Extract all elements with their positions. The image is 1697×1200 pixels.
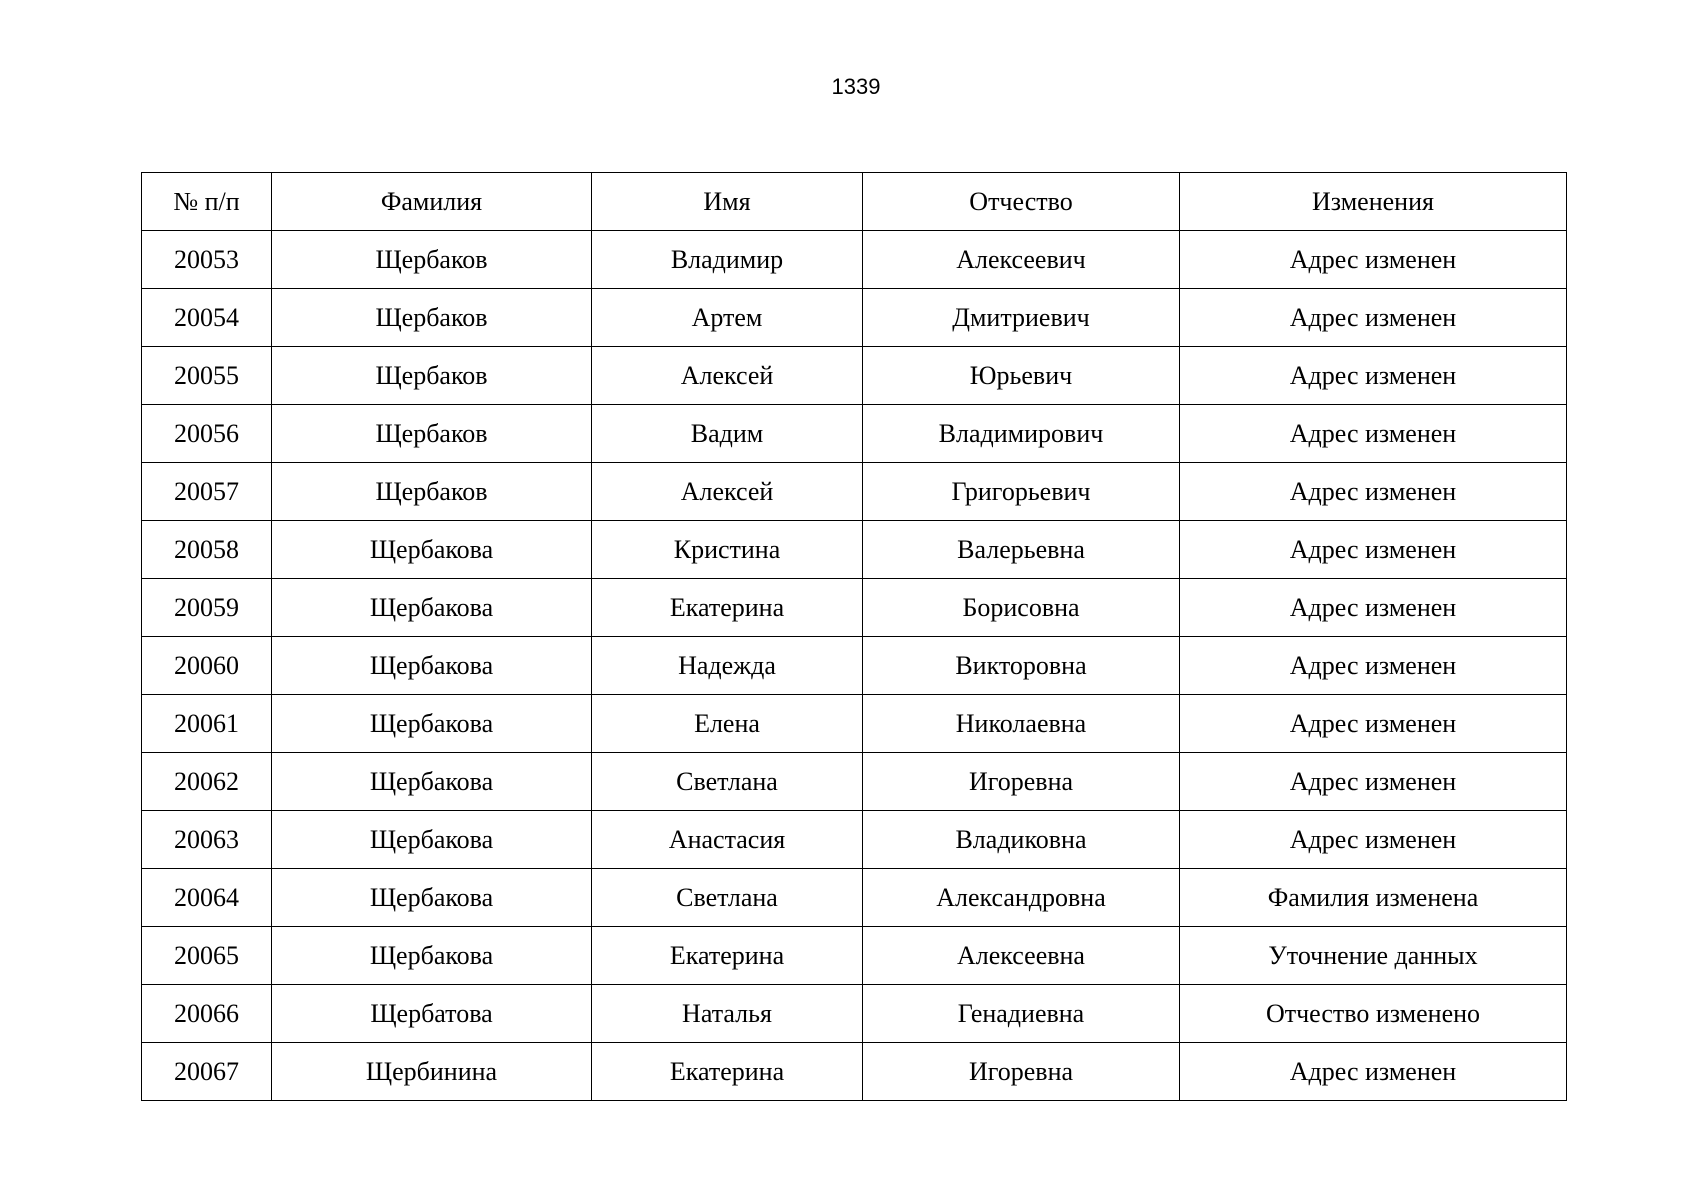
cell-num: 20056 [142,405,272,463]
cell-first-name: Алексей [592,463,863,521]
cell-num: 20064 [142,869,272,927]
cell-last-name: Щербаков [272,405,592,463]
cell-num: 20053 [142,231,272,289]
cell-patronymic: Дмитриевич [863,289,1180,347]
cell-patronymic: Владимирович [863,405,1180,463]
cell-first-name: Надежда [592,637,863,695]
header-patronymic: Отчество [863,173,1180,231]
cell-last-name: Щербакова [272,811,592,869]
cell-num: 20065 [142,927,272,985]
header-last-name: Фамилия [272,173,592,231]
cell-patronymic: Юрьевич [863,347,1180,405]
cell-last-name: Щербаков [272,289,592,347]
cell-changes: Адрес изменен [1180,289,1567,347]
table-row [142,289,1567,347]
registry-table [141,172,1567,1101]
cell-patronymic: Владиковна [863,811,1180,869]
cell-num: 20060 [142,637,272,695]
cell-first-name: Кристина [592,521,863,579]
cell-changes: Адрес изменен [1180,463,1567,521]
cell-first-name: Артем [592,289,863,347]
cell-num: 20067 [142,1043,272,1101]
cell-patronymic: Борисовна [863,579,1180,637]
table-row [142,1043,1567,1101]
table-row [142,521,1567,579]
header-changes: Изменения [1180,173,1567,231]
header-row [142,173,1567,231]
table-row [142,579,1567,637]
table-header [142,173,1567,231]
cell-changes: Адрес изменен [1180,231,1567,289]
cell-num: 20055 [142,347,272,405]
table-row [142,869,1567,927]
cell-patronymic: Алексеевна [863,927,1180,985]
cell-patronymic: Викторовна [863,637,1180,695]
table-row [142,405,1567,463]
cell-num: 20054 [142,289,272,347]
page-number: 1339 [831,74,881,99]
cell-last-name: Щербакова [272,637,592,695]
cell-patronymic: Генадиевна [863,985,1180,1043]
cell-num: 20066 [142,985,272,1043]
cell-num: 20062 [142,753,272,811]
cell-last-name: Щербинина [272,1043,592,1101]
cell-changes: Адрес изменен [1180,811,1567,869]
cell-first-name: Светлана [592,753,863,811]
cell-changes: Адрес изменен [1180,1043,1567,1101]
header-num: № п/п [142,173,272,231]
table-row [142,637,1567,695]
cell-changes: Адрес изменен [1180,347,1567,405]
cell-last-name: Щербакова [272,869,592,927]
cell-patronymic: Николаевна [863,695,1180,753]
cell-last-name: Щербатова [272,985,592,1043]
header-first-name: Имя [592,173,863,231]
cell-changes: Адрес изменен [1180,637,1567,695]
cell-first-name: Светлана [592,869,863,927]
cell-num: 20058 [142,521,272,579]
cell-patronymic: Алексеевич [863,231,1180,289]
cell-last-name: Щербакова [272,753,592,811]
cell-last-name: Щербакова [272,927,592,985]
table-row [142,347,1567,405]
cell-last-name: Щербаков [272,231,592,289]
table-row [142,985,1567,1043]
table-row [142,753,1567,811]
table-row [142,231,1567,289]
table-row [142,811,1567,869]
cell-changes: Адрес изменен [1180,753,1567,811]
cell-first-name: Вадим [592,405,863,463]
cell-first-name: Владимир [592,231,863,289]
cell-last-name: Щербакова [272,695,592,753]
cell-patronymic: Игоревна [863,1043,1180,1101]
cell-changes: Фамилия изменена [1180,869,1567,927]
cell-first-name: Екатерина [592,579,863,637]
cell-patronymic: Валерьевна [863,521,1180,579]
cell-last-name: Щербакова [272,521,592,579]
cell-num: 20059 [142,579,272,637]
cell-last-name: Щербаков [272,463,592,521]
cell-num: 20061 [142,695,272,753]
cell-last-name: Щербаков [272,347,592,405]
cell-changes: Отчество изменено [1180,985,1567,1043]
cell-patronymic: Игоревна [863,753,1180,811]
cell-changes: Адрес изменен [1180,521,1567,579]
cell-first-name: Екатерина [592,1043,863,1101]
cell-first-name: Наталья [592,985,863,1043]
cell-changes: Адрес изменен [1180,405,1567,463]
table-row [142,695,1567,753]
cell-changes: Адрес изменен [1180,579,1567,637]
cell-first-name: Екатерина [592,927,863,985]
cell-first-name: Елена [592,695,863,753]
cell-last-name: Щербакова [272,579,592,637]
table-row [142,927,1567,985]
cell-changes: Адрес изменен [1180,695,1567,753]
cell-first-name: Алексей [592,347,863,405]
table-body [142,231,1567,1101]
cell-changes: Уточнение данных [1180,927,1567,985]
cell-num: 20057 [142,463,272,521]
cell-patronymic: Григорьевич [863,463,1180,521]
cell-patronymic: Александровна [863,869,1180,927]
cell-num: 20063 [142,811,272,869]
cell-first-name: Анастасия [592,811,863,869]
table-row [142,463,1567,521]
